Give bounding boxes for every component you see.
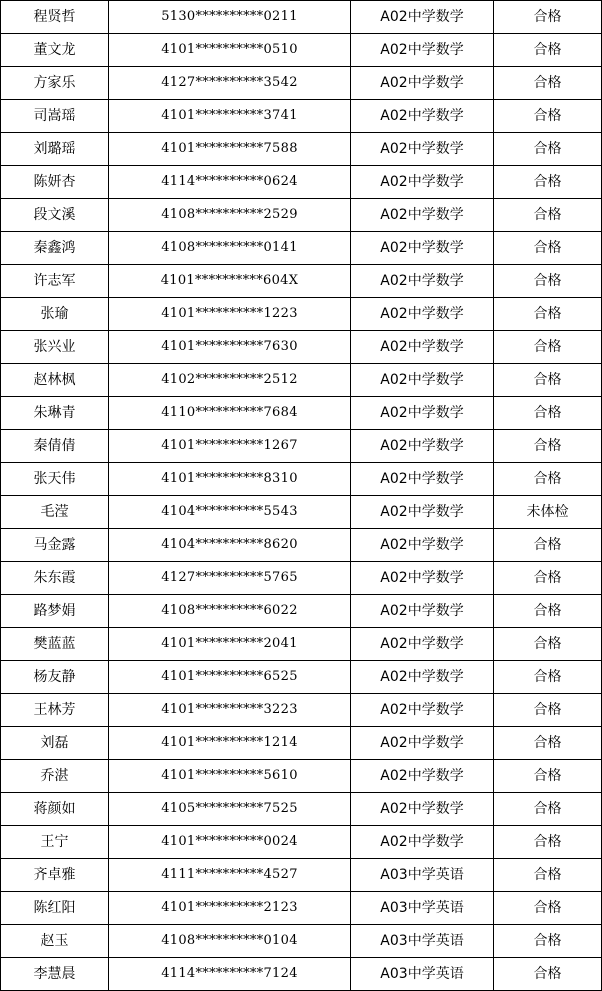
table-row (1, 1, 602, 34)
result-cell: 合格 (494, 760, 602, 793)
id-number-cell: 4101**********5610 (109, 760, 351, 793)
id-number-cell: 4101**********6525 (109, 661, 351, 694)
id-number-cell: 4101**********3223 (109, 694, 351, 727)
id-number-cell: 4127**********3542 (109, 67, 351, 100)
result-cell: 合格 (494, 67, 602, 100)
name-cell: 秦鑫鸿 (1, 232, 109, 265)
table-row (1, 397, 602, 430)
name-cell: 陈红阳 (1, 892, 109, 925)
result-cell: 合格 (494, 1, 602, 34)
subject-cell: A02中学数学 (351, 34, 494, 67)
name-cell: 司嵩瑶 (1, 100, 109, 133)
table-row (1, 496, 602, 529)
name-cell: 刘璐瑶 (1, 133, 109, 166)
table-row (1, 100, 602, 133)
result-cell: 合格 (494, 826, 602, 859)
id-number-cell: 4102**********2512 (109, 364, 351, 397)
name-cell: 赵林枫 (1, 364, 109, 397)
name-cell: 李慧晨 (1, 958, 109, 991)
table-row (1, 760, 602, 793)
result-cell: 合格 (494, 298, 602, 331)
table-row (1, 529, 602, 562)
id-number-cell: 4101**********0510 (109, 34, 351, 67)
name-cell: 张天伟 (1, 463, 109, 496)
name-cell: 董文龙 (1, 34, 109, 67)
name-cell: 赵玉 (1, 925, 109, 958)
name-cell: 张兴业 (1, 331, 109, 364)
result-cell: 合格 (494, 265, 602, 298)
name-cell: 方家乐 (1, 67, 109, 100)
subject-cell: A03中学英语 (351, 925, 494, 958)
subject-cell: A02中学数学 (351, 199, 494, 232)
id-number-cell: 4108**********6022 (109, 595, 351, 628)
subject-cell: A02中学数学 (351, 793, 494, 826)
table-row (1, 595, 602, 628)
table-row (1, 463, 602, 496)
name-cell: 刘磊 (1, 727, 109, 760)
name-cell: 杨友静 (1, 661, 109, 694)
table-row (1, 694, 602, 727)
subject-cell: A02中学数学 (351, 529, 494, 562)
name-cell: 许志军 (1, 265, 109, 298)
id-number-cell: 4101**********2041 (109, 628, 351, 661)
id-number-cell: 4104**********8620 (109, 529, 351, 562)
id-number-cell: 4101**********8310 (109, 463, 351, 496)
subject-cell: A02中学数学 (351, 331, 494, 364)
table-row (1, 562, 602, 595)
name-cell: 秦倩倩 (1, 430, 109, 463)
subject-cell: A02中学数学 (351, 67, 494, 100)
name-cell: 王林芳 (1, 694, 109, 727)
name-cell: 段文溪 (1, 199, 109, 232)
result-cell: 合格 (494, 34, 602, 67)
result-cell: 合格 (494, 727, 602, 760)
table-row (1, 133, 602, 166)
subject-cell: A02中学数学 (351, 364, 494, 397)
id-number-cell: 5130**********0211 (109, 1, 351, 34)
result-cell: 合格 (494, 199, 602, 232)
subject-cell: A02中学数学 (351, 760, 494, 793)
subject-cell: A02中学数学 (351, 133, 494, 166)
table-row (1, 661, 602, 694)
result-cell: 合格 (494, 463, 602, 496)
id-number-cell: 4101**********604X (109, 265, 351, 298)
id-number-cell: 4101**********0024 (109, 826, 351, 859)
name-cell: 马金露 (1, 529, 109, 562)
id-number-cell: 4105**********7525 (109, 793, 351, 826)
subject-cell: A02中学数学 (351, 661, 494, 694)
result-cell: 合格 (494, 628, 602, 661)
subject-cell: A02中学数学 (351, 595, 494, 628)
id-number-cell: 4101**********7630 (109, 331, 351, 364)
table-row (1, 298, 602, 331)
name-cell: 朱琳青 (1, 397, 109, 430)
id-number-cell: 4101**********1267 (109, 430, 351, 463)
id-number-cell: 4101**********2123 (109, 892, 351, 925)
subject-cell: A02中学数学 (351, 628, 494, 661)
result-cell: 合格 (494, 232, 602, 265)
subject-cell: A02中学数学 (351, 265, 494, 298)
result-cell: 未体检 (494, 496, 602, 529)
table-row (1, 331, 602, 364)
id-number-cell: 4108**********0141 (109, 232, 351, 265)
result-cell: 合格 (494, 925, 602, 958)
result-cell: 合格 (494, 430, 602, 463)
result-cell: 合格 (494, 562, 602, 595)
name-cell: 陈妍杏 (1, 166, 109, 199)
name-cell: 乔湛 (1, 760, 109, 793)
result-cell: 合格 (494, 529, 602, 562)
result-cell: 合格 (494, 595, 602, 628)
table-row (1, 628, 602, 661)
result-cell: 合格 (494, 166, 602, 199)
subject-cell: A02中学数学 (351, 463, 494, 496)
table-row (1, 793, 602, 826)
name-cell: 朱东霞 (1, 562, 109, 595)
id-number-cell: 4101**********3741 (109, 100, 351, 133)
result-cell: 合格 (494, 133, 602, 166)
result-cell: 合格 (494, 100, 602, 133)
id-number-cell: 4101**********1223 (109, 298, 351, 331)
subject-cell: A03中学英语 (351, 892, 494, 925)
subject-cell: A02中学数学 (351, 397, 494, 430)
table-row (1, 925, 602, 958)
result-cell: 合格 (494, 958, 602, 991)
table-row (1, 859, 602, 892)
result-cell: 合格 (494, 892, 602, 925)
table-row (1, 958, 602, 991)
subject-cell: A03中学英语 (351, 859, 494, 892)
subject-cell: A02中学数学 (351, 430, 494, 463)
id-number-cell: 4108**********0104 (109, 925, 351, 958)
name-cell: 程贤哲 (1, 1, 109, 34)
table-row (1, 430, 602, 463)
id-number-cell: 4114**********7124 (109, 958, 351, 991)
table-row (1, 199, 602, 232)
table-row (1, 232, 602, 265)
id-number-cell: 4110**********7684 (109, 397, 351, 430)
name-cell: 王宁 (1, 826, 109, 859)
table-row (1, 826, 602, 859)
subject-cell: A02中学数学 (351, 826, 494, 859)
id-number-cell: 4101**********1214 (109, 727, 351, 760)
table-row (1, 892, 602, 925)
subject-cell: A03中学英语 (351, 958, 494, 991)
id-number-cell: 4101**********7588 (109, 133, 351, 166)
id-number-cell: 4111**********4527 (109, 859, 351, 892)
name-cell: 樊蓝蓝 (1, 628, 109, 661)
subject-cell: A02中学数学 (351, 1, 494, 34)
result-cell: 合格 (494, 793, 602, 826)
table-row (1, 364, 602, 397)
name-cell: 路梦娟 (1, 595, 109, 628)
result-cell: 合格 (494, 694, 602, 727)
result-cell: 合格 (494, 331, 602, 364)
subject-cell: A02中学数学 (351, 100, 494, 133)
subject-cell: A02中学数学 (351, 496, 494, 529)
name-cell: 毛滢 (1, 496, 109, 529)
name-cell: 蒋颜如 (1, 793, 109, 826)
table-row (1, 34, 602, 67)
subject-cell: A02中学数学 (351, 562, 494, 595)
table-row (1, 166, 602, 199)
result-cell: 合格 (494, 661, 602, 694)
subject-cell: A02中学数学 (351, 232, 494, 265)
id-number-cell: 4127**********5765 (109, 562, 351, 595)
table-row (1, 727, 602, 760)
subject-cell: A02中学数学 (351, 727, 494, 760)
id-number-cell: 4114**********0624 (109, 166, 351, 199)
result-cell: 合格 (494, 397, 602, 430)
table-row (1, 265, 602, 298)
table-row (1, 67, 602, 100)
results-table-body (1, 1, 602, 991)
result-cell: 合格 (494, 364, 602, 397)
name-cell: 张瑜 (1, 298, 109, 331)
subject-cell: A02中学数学 (351, 298, 494, 331)
id-number-cell: 4104**********5543 (109, 496, 351, 529)
name-cell: 齐卓雅 (1, 859, 109, 892)
id-number-cell: 4108**********2529 (109, 199, 351, 232)
subject-cell: A02中学数学 (351, 694, 494, 727)
result-cell: 合格 (494, 859, 602, 892)
subject-cell: A02中学数学 (351, 166, 494, 199)
